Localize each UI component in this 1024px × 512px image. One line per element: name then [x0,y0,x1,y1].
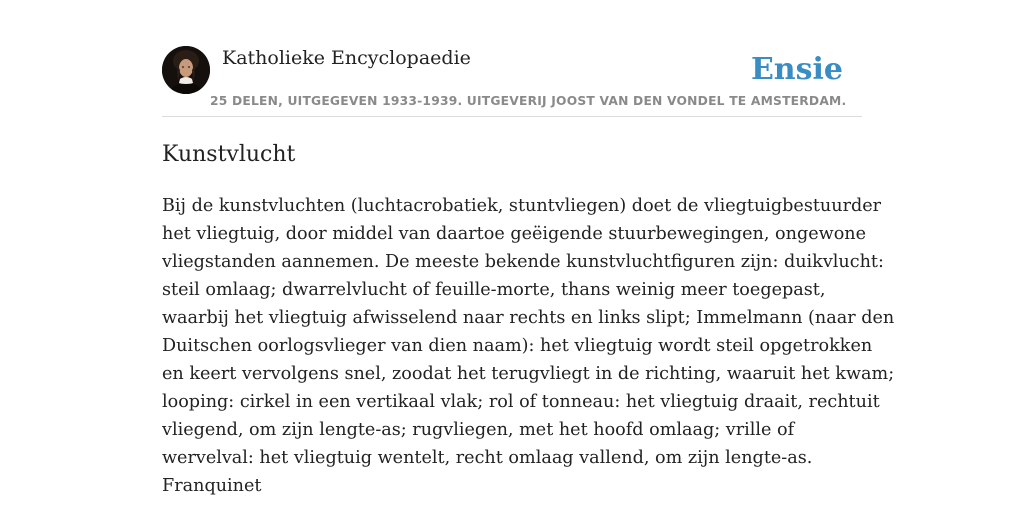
article-body [162,192,895,500]
publication-header [162,46,862,117]
article-line: steil omlaag; dwarrelvlucht of feuille-morte, thans weinig meer toegepast, [162,280,826,300]
article-line: waarbij het vliegtuig afwisselend naar rechts en links slipt; Immelmann (naar den [162,308,895,328]
portrait-icon[interactable] [162,46,210,94]
publication-subtitle: 25 DELEN, UITGEGEVEN 1933-1939. UITGEVERIJ JOOST VAN DEN VONDEL TE AMSTERDAM. [210,94,847,108]
article-line: vliegstanden aannemen. De meeste bekende kunstvluchtfiguren zijn: duikvlucht: [162,252,884,272]
brand-logo[interactable]: Ensie [750,52,843,87]
article-line: het vliegtuig, door middel van daartoe geëigende stuurbewegingen, ongewone [162,224,867,244]
publication-title[interactable]: Katholieke Encyclopaedie [222,47,471,69]
article-line: en keert vervolgens snel, zoodat het terugvliegt in de richting, waaruit het kwam; [162,364,895,384]
article-line: Bij de kunstvluchten (luchtacrobatiek, stuntvliegen) doet de vliegtuigbestuurder [162,196,882,216]
article-title: Kunstvlucht [162,142,296,167]
article-line: wervelval: het vliegtuig wentelt, recht omlaag vallend, om zijn lengte-as. [162,448,813,468]
article-line: looping: cirkel in een vertikaal vlak; rol of tonneau: het vliegtuig draait, rechtuit [162,392,880,412]
article-line: vliegend, om zijn lengte-as; rugvliegen, met het hoofd omlaag; vrille of [162,420,795,440]
article-author[interactable]: Franquinet [162,476,262,496]
article-line: Duitschen oorlogsvlieger van dien naam): het vliegtuig wordt steil opgetrokken [162,336,873,356]
